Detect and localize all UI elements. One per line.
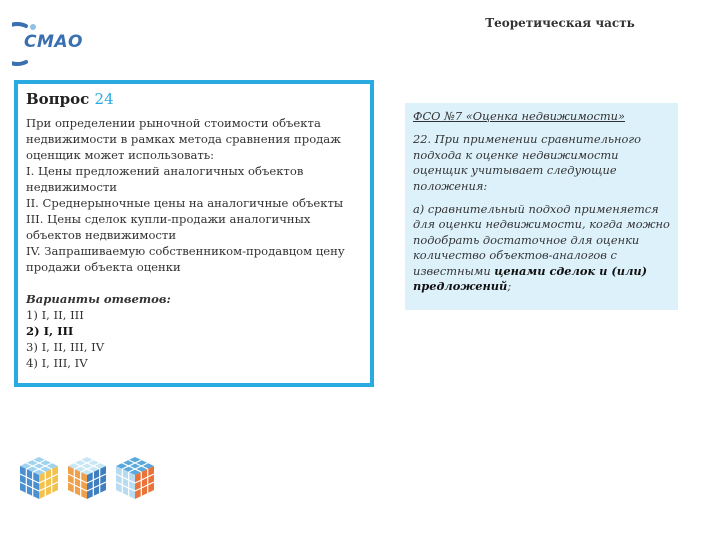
reference-card — [405, 103, 678, 310]
rubik-cube-icon — [66, 455, 108, 501]
logo-text: СМАО — [24, 32, 84, 52]
reference-bold-phrase: ценами сделок и (или) предложений — [413, 263, 648, 294]
rubik-cube-icon — [18, 455, 60, 501]
question-line: IV. Запрашиваемую собственником-продавцом цену — [26, 244, 345, 258]
question-line: объектов недвижимости — [26, 228, 177, 242]
question-text — [26, 115, 362, 275]
header-title: Теоретическая часть — [485, 16, 635, 30]
question-line: оценщик может использовать: — [26, 148, 215, 162]
question-card — [14, 80, 374, 387]
answer-option-4: 4) I, III, IV — [26, 356, 88, 370]
question-title: Вопрос 24 — [26, 90, 114, 108]
question-line: продажи объекта оценки — [26, 260, 181, 274]
question-line: I. Цены предложений аналогичных объектов — [26, 164, 304, 178]
question-number: 24 — [94, 90, 114, 108]
reference-title: ФСО №7 «Оценка недвижимости» — [413, 109, 625, 123]
answer-option-2-correct: 2) I, III — [26, 324, 74, 338]
question-line: III. Цены сделок купли-продажи аналогичных — [26, 212, 311, 226]
question-line: При определении рыночной стоимости объекта — [26, 116, 321, 130]
question-line: недвижимости — [26, 180, 118, 194]
reference-paragraph-a: а) сравнительный подход применяется для оценки недвижимости, когда можно подобрать достаточное для оценки количество объектов-аналогов с известными ценами сделок и (или) предложений; — [413, 202, 670, 294]
answer-option-1: 1) I, II, III — [26, 308, 84, 322]
answer-option-3: 3) I, II, III, IV — [26, 340, 105, 354]
question-line: II. Среднерыночные цены на аналогичные объекты — [26, 196, 344, 210]
reference-paragraph-22: 22. При применении сравнительного подхода к оценке недвижимости оценщик учитывает следующие положения: — [413, 132, 642, 193]
answers-label: Варианты ответов: — [26, 292, 171, 306]
question-line: недвижимости в рамках метода сравнения продаж — [26, 132, 341, 146]
rubik-cube-icon — [114, 455, 156, 501]
